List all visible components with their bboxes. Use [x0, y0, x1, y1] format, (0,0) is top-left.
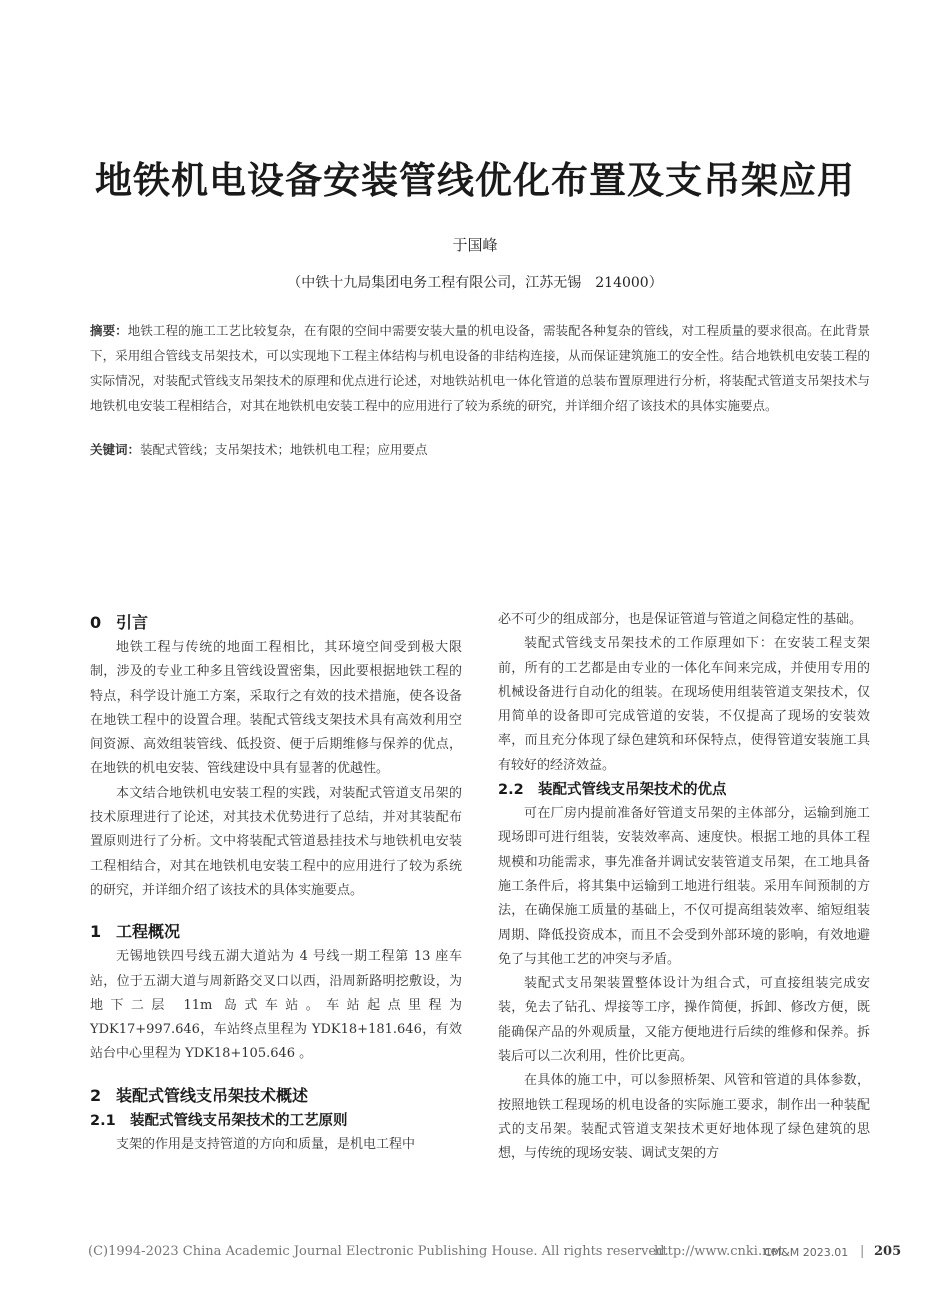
- section-2-1-paragraph-2: 装配式管线支吊架技术的工作原理如下：在安装工程支架前，所有的工艺都是由专业的一体化车间来完成，并使用专用的机械设备进行自动化的组装。在现场使用组装管道支架技术，仅用简单的设备即可完成管道的安装，不仅提高了现场的安装效率，而且充分体现了绿色建筑和环保特点，使得管道安装施工具有较好的经济效益。: [498, 636, 870, 773]
- section-2-1-paragraph-1: 支架的作用是支持管道的方向和质量，是机电工程中: [116, 1136, 416, 1152]
- section-1-heading: [90, 919, 462, 945]
- section-0-heading: [90, 610, 462, 636]
- keywords-text: 装配式管线；支吊架技术；地铁机电工程；应用要点: [140, 442, 428, 457]
- section-0-paragraph-1: 地铁工程与传统的地面工程相比，其环境空间受到极大限制，涉及的专业工种多且管线设置密集，因此要根据地铁工程的特点，科学设计施工方案，采取行之有效的技术措施，使各设备在地铁工程中的设置合理。装配式管线支架技术具有高效利用空间资源、高效组装管线、低投资、便于后期维修与保养的优点，在地铁的机电安装、管线建设中具有显著的优越性。: [90, 640, 462, 777]
- section-2-2-paragraph-2: 装配式支吊架装置整体设计为组合式，可直接组装完成安装，免去了钻孔、焊接等工序，操作简便，拆卸、修改方便，既能确保产品的外观质量，又能方便地进行后续的维修和保养。拆装后可以二次利用，性价比更高。: [498, 976, 870, 1065]
- section-2-2-paragraph-1: 可在厂房内提前准备好管道支吊架的主体部分，运输到施工现场即可进行组装，安装效率高、速度快。根据工地的具体工程规模和功能需求，事先准备并调试安装管道支吊架，在工地具备施工条件后，将其集中运输到工地进行组装。采用车间预制的方法，在确保施工质量的基础上，不仅可提高组装效率、缩短组装周期、降低投资成本，而且不会受到外部环境的影响，有效地避免了与其他工艺的冲突与矛盾。: [498, 806, 870, 967]
- keywords: [90, 437, 870, 462]
- section-0-title: 引言: [116, 613, 149, 632]
- section-2-2-paragraph-3: 在具体的施工中，可以参照桥架、风管和管道的具体参数，按照地铁工程现场的机电设备的实际施工要求，制作出一种装配式的支吊架。装配式管道支架技术更好地体现了绿色建筑的思想，与传统的现场安装、调试支架的方: [498, 1073, 870, 1162]
- section-2-2-heading: [498, 778, 870, 802]
- section-2-heading: [90, 1083, 462, 1109]
- page-footer: [88, 1244, 908, 1266]
- section-2-2-title: 装配式管线支吊架技术的优点: [538, 782, 727, 799]
- cnki-url[interactable]: http://www.cnki.net: [654, 1244, 784, 1259]
- section-2-number: 2: [90, 1085, 102, 1105]
- author-name: 于国峰: [452, 236, 498, 254]
- section-0-paragraph-2: 本文结合地铁机电安装工程的实践，对装配式管道支吊架的技术原理进行了论述，对其技术优势进行了总结，并对其装配布置原则进行了分析。文中将装配式管道悬挂技术与地铁机电安装工程相结合，对其在地铁机电安装工程中的应用进行了较为系统的研究，并详细介绍了该技术的具体实施要点。: [90, 785, 462, 898]
- section-2-1-number: 2.1: [90, 1112, 116, 1129]
- section-1-paragraph-1: 无锡地铁四号线五湖大道站为 4 号线一期工程第 13 座车站，位于五湖大道与周新路交叉口以西，沿周新路明挖敷设，为地下二层 11m 岛式车站。车站起点里程为 YDK17+997.646，车站终点里程为 YDK18+181.646，有效站台中心里程为 YDK18+105.646 。: [90, 949, 462, 1062]
- section-2-1-paragraph-1-continued: 必不可少的组成部分，也是保证管道与管道之间稳定性的基础。: [498, 612, 863, 627]
- author-affiliation: （中铁十九局集团电务工程有限公司，江苏无锡 214000）: [287, 275, 663, 291]
- section-2-2-number: 2.2: [498, 782, 524, 799]
- page-number: 205: [874, 1244, 902, 1259]
- section-1-number: 1: [90, 922, 102, 942]
- section-2-1-title: 装配式管线支吊架技术的工艺原则: [130, 1112, 348, 1129]
- copyright-notice: (C)1994-2023 China Academic Journal Electronic Publishing House. All rights reserved.: [88, 1244, 669, 1259]
- left-column: [90, 610, 462, 1157]
- section-2-title: 装配式管线支吊架技术概述: [116, 1085, 309, 1105]
- section-1-title: 工程概况: [116, 922, 181, 942]
- abstract: [90, 318, 870, 418]
- section-2-1-heading: [90, 1109, 462, 1133]
- abstract-text: 地铁工程的施工工艺比较复杂，在有限的空间中需要安装大量的机电设备，需装配各种复杂的管线，对工程质量的要求很高。在此背景下，采用组合管线支吊架技术，可以实现地下工程主体结构与机电设备的非结构连接，从而保证建筑施工的安全性。结合地铁机电安装工程的实际情况，对装配式管线支吊架技术的原理和优点进行论述，对地铁站机电一体化管道的总装布置原理进行分析，将装配式管道支吊架技术与地铁机电安装工程相结合，对其在地铁机电安装工程中的应用进行了较为系统的研究，并详细介绍了该技术的具体实施要点。: [90, 323, 870, 413]
- keywords-label: 关键词：: [90, 442, 141, 457]
- footer-separator: |: [860, 1244, 865, 1259]
- right-column: [498, 608, 870, 1167]
- journal-issue: CM&M 2023.01: [764, 1246, 849, 1259]
- paper-title: 地铁机电设备安装管线优化布置及支吊架应用: [95, 159, 855, 202]
- section-0-number: 0: [90, 613, 102, 632]
- abstract-label: 摘要：: [90, 323, 128, 338]
